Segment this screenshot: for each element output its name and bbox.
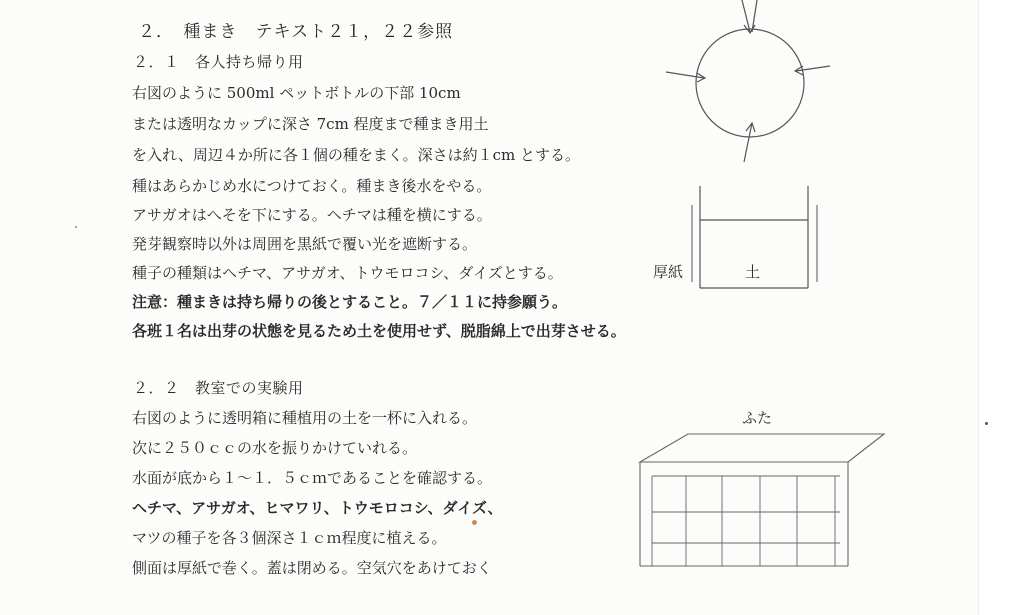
subsection-heading-2-2: ２．２ 教室での実験用 bbox=[133, 379, 304, 397]
scan-speck bbox=[472, 520, 477, 525]
text-line: 右図のように透明箱に種植用の土を一杯に入れる。 bbox=[132, 409, 478, 427]
text-line: 種子の種類はヘチマ、アサガオ、トウモロコシ、ダイズとする。 bbox=[132, 264, 563, 282]
text-line: 水面が底から１～１．５ｃｍであることを確認する。 bbox=[132, 469, 493, 487]
arrow-icon bbox=[744, 123, 755, 162]
cup-top-view-diagram bbox=[666, 0, 830, 162]
subsection-heading-2-1: ２．１ 各人持ち帰り用 bbox=[133, 53, 304, 71]
text-line: を入れ、周辺４か所に各１個の種をまく。深さは約１cm とする。 bbox=[132, 146, 580, 164]
text-line: アサガオはへそを下にする。ヘチマは種を横にする。 bbox=[132, 206, 492, 224]
arrow-icon bbox=[742, 0, 757, 33]
section-heading: ２． 種まき テキスト２１，２２参照 bbox=[138, 22, 454, 42]
box-lid bbox=[640, 434, 884, 462]
text-line: 右図のように 500ml ペットボトルの下部 10cm bbox=[132, 84, 461, 102]
scan-speck bbox=[985, 422, 988, 425]
text-line: 種はあらかじめ水につけておく。種まき後水をやる。 bbox=[132, 177, 492, 195]
note-line: 注意：種まきは持ち帰りの後とすること。７／１１に持参願う。 bbox=[132, 293, 568, 311]
lid-label: ふた bbox=[742, 409, 773, 427]
text-line: マツの種子を各３個深さ１ｃｍ程度に植える。 bbox=[132, 529, 447, 547]
box-diagram bbox=[640, 434, 884, 566]
box-grid bbox=[652, 476, 840, 566]
text-line: または透明なカップに深さ 7cm 程度まで種まき用土 bbox=[132, 115, 489, 133]
arrow-icon bbox=[795, 66, 830, 75]
scan-speck bbox=[75, 226, 77, 228]
soil-label: 土 bbox=[745, 263, 761, 281]
cup-rim-circle bbox=[696, 29, 804, 137]
text-line: 次に２５０ｃｃの水を振りかけていれる。 bbox=[132, 439, 418, 457]
note-line: 各班１名は出芽の状態を見るため土を使用せず、脱脂綿上で出芽させる。 bbox=[132, 322, 626, 340]
text-line: 発芽観察時以外は周囲を黒紙で覆い光を遮断する。 bbox=[132, 235, 478, 253]
text-line: ヘチマ、アサガオ、ヒマワリ、トウモロコシ、ダイズ、 bbox=[132, 499, 503, 517]
arrow-icon bbox=[666, 72, 705, 82]
thick-paper-label: 厚紙 bbox=[653, 263, 684, 281]
text-line: 側面は厚紙で巻く。蓋は閉める。空気穴をあけておく bbox=[132, 559, 492, 577]
